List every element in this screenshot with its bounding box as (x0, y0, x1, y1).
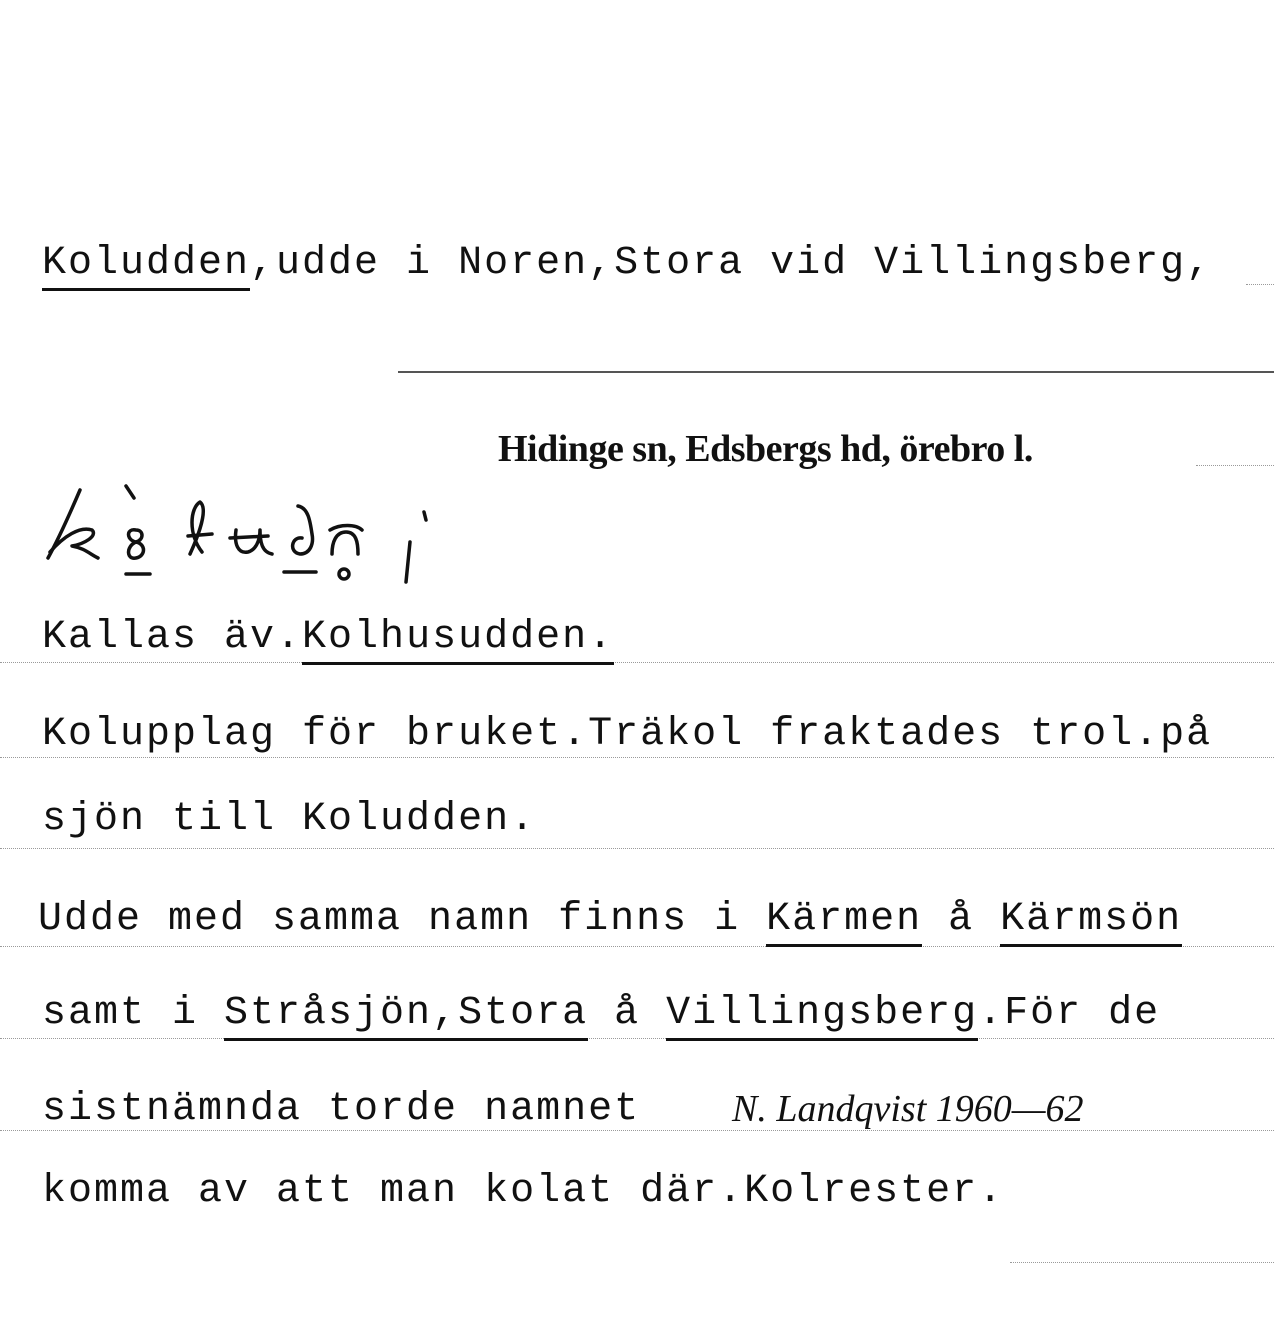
lake-name: Stråsjön,Stora (224, 991, 588, 1041)
headword: Koludden (42, 241, 250, 291)
ruled-line (0, 757, 1274, 758)
alternative-name-line (42, 615, 615, 660)
ruled-line (0, 662, 1274, 663)
text-segment: å (922, 897, 1001, 942)
collector-signature: N. Landqvist 1960—62 (732, 1088, 1084, 1130)
place-name: Villingsberg (666, 991, 978, 1041)
phonetic-transcription (40, 478, 460, 588)
headword-description: ,udde i Noren,Stora vid Villingsberg, (250, 241, 1213, 286)
text-line: komma av att man kolat där.Kolrester. (42, 1169, 1005, 1214)
ruled-line (1010, 1262, 1274, 1263)
lake-name: Kärmsön (1000, 897, 1182, 947)
text-line (38, 897, 1183, 942)
ruled-line (0, 1038, 1274, 1039)
text-line: sjön till Koludden. (42, 797, 537, 842)
ruled-line (0, 848, 1274, 849)
headline (42, 241, 1213, 286)
text-line (42, 991, 1161, 1036)
text-segment: å (588, 991, 667, 1036)
parish-line: Hidinge sn, Edsbergs hd, örebro l. (498, 428, 1033, 470)
alternative-prefix: Kallas äv. (42, 615, 303, 660)
text-segment: Udde med samma namn finns i (38, 897, 767, 942)
ruled-line (1196, 465, 1274, 466)
lake-name: Kärmen (766, 897, 922, 947)
ruled-line (1246, 284, 1274, 285)
alternative-name: Kolhusudden. (302, 615, 614, 665)
ruled-line (398, 371, 1274, 373)
text-segment: samt i (42, 991, 225, 1036)
text-line: sistnämnda torde namnet (42, 1087, 641, 1132)
text-segment: .För de (978, 991, 1161, 1036)
text-line: Kolupplag för bruket.Träkol fraktades trol.på (42, 712, 1213, 757)
